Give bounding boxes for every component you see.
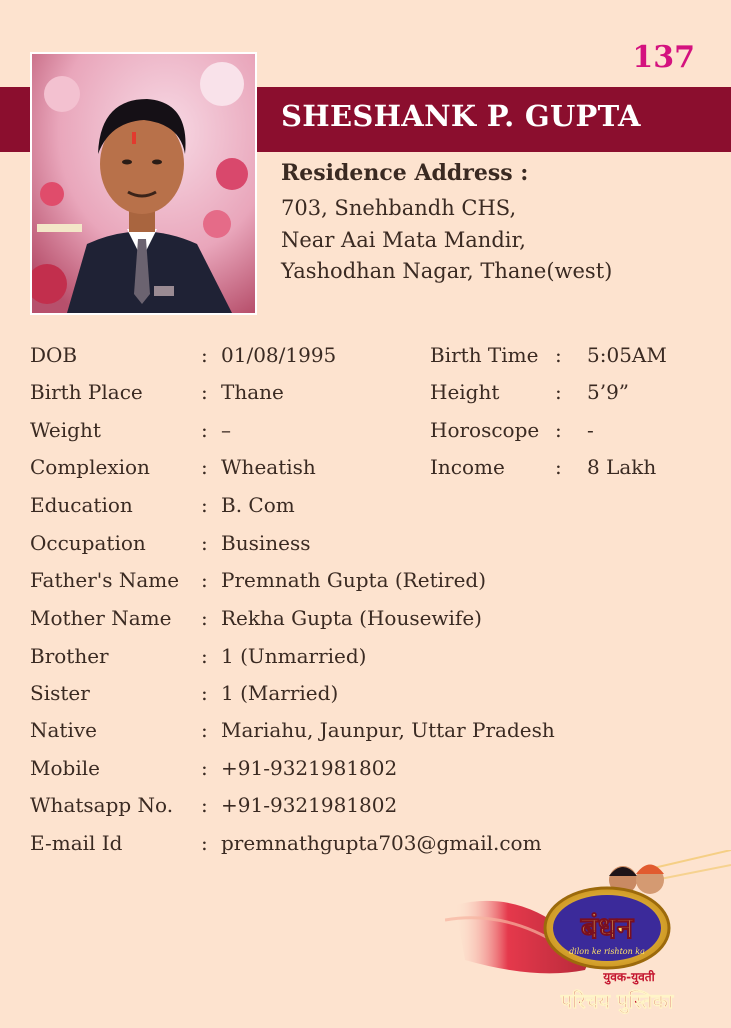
label-education: Education [30, 493, 133, 517]
value-education: B. Com [221, 493, 295, 517]
colon: : [201, 606, 208, 630]
colon: : [201, 493, 208, 517]
profile-name: SHESHANK P. GUPTA [281, 99, 641, 133]
value-dob: 01/08/1995 [221, 343, 337, 367]
colon: : [555, 343, 562, 367]
label-income: Income [430, 455, 505, 479]
colon: : [201, 793, 208, 817]
value-occupation: Business [221, 531, 311, 555]
profile-photo [30, 52, 257, 315]
address-line: Near Aai Mata Mandir, [281, 228, 526, 252]
logo-subtext-1: युवक-युवती [603, 970, 655, 984]
label-occupation: Occupation [30, 531, 146, 555]
value-mother-name: Rekha Gupta (Housewife) [221, 606, 482, 630]
value-email: premnathgupta703@gmail.com [221, 831, 542, 855]
colon: : [201, 756, 208, 780]
label-brother: Brother [30, 644, 109, 668]
address-line: Yashodhan Nagar, Thane(west) [281, 259, 613, 283]
colon: : [555, 418, 562, 442]
value-income: 8 Lakh [587, 455, 657, 479]
logo-main-text: बंधन [580, 911, 634, 946]
label-mobile: Mobile [30, 756, 100, 780]
colon: : [201, 681, 208, 705]
label-birth-place: Birth Place [30, 380, 143, 404]
value-whatsapp: +91-9321981802 [221, 793, 398, 817]
label-weight: Weight [30, 418, 101, 442]
value-birth-place: Thane [221, 380, 284, 404]
colon: : [201, 531, 208, 555]
value-brother: 1 (Unmarried) [221, 644, 367, 668]
colon: : [201, 568, 208, 592]
page-number: 137 [632, 40, 695, 75]
colon: : [201, 380, 208, 404]
value-mobile: +91-9321981802 [221, 756, 398, 780]
label-father-name: Father's Name [30, 568, 180, 592]
label-mother-name: Mother Name [30, 606, 172, 630]
colon: : [201, 418, 208, 442]
label-email: E-mail Id [30, 831, 123, 855]
value-complexion: Wheatish [221, 455, 316, 479]
colon: : [201, 718, 208, 742]
bandhan-logo [445, 850, 731, 1024]
address-heading: Residence Address : [281, 160, 529, 186]
colon: : [201, 455, 208, 479]
value-weight: – [221, 418, 231, 442]
label-height: Height [430, 380, 500, 404]
colon: : [555, 455, 562, 479]
label-complexion: Complexion [30, 455, 150, 479]
value-native: Mariahu, Jaunpur, Uttar Pradesh [221, 718, 555, 742]
label-native: Native [30, 718, 97, 742]
logo-subtext-2: परिचय पुस्तिका [560, 989, 674, 1013]
colon: : [555, 380, 562, 404]
colon: : [201, 644, 208, 668]
label-birth-time: Birth Time [430, 343, 539, 367]
value-birth-time: 5:05AM [587, 343, 667, 367]
colon: : [201, 831, 208, 855]
value-horoscope: - [587, 418, 594, 442]
address-line: 703, Snehbandh CHS, [281, 196, 517, 220]
label-sister: Sister [30, 681, 90, 705]
value-sister: 1 (Married) [221, 681, 339, 705]
label-dob: DOB [30, 343, 78, 367]
label-whatsapp: Whatsapp No. [30, 793, 174, 817]
label-horoscope: Horoscope [430, 418, 540, 442]
value-height: 5’9” [587, 380, 630, 404]
colon: : [201, 343, 208, 367]
value-father-name: Premnath Gupta (Retired) [221, 568, 487, 592]
logo-tagline: dilon ke rishton ka [569, 947, 645, 956]
